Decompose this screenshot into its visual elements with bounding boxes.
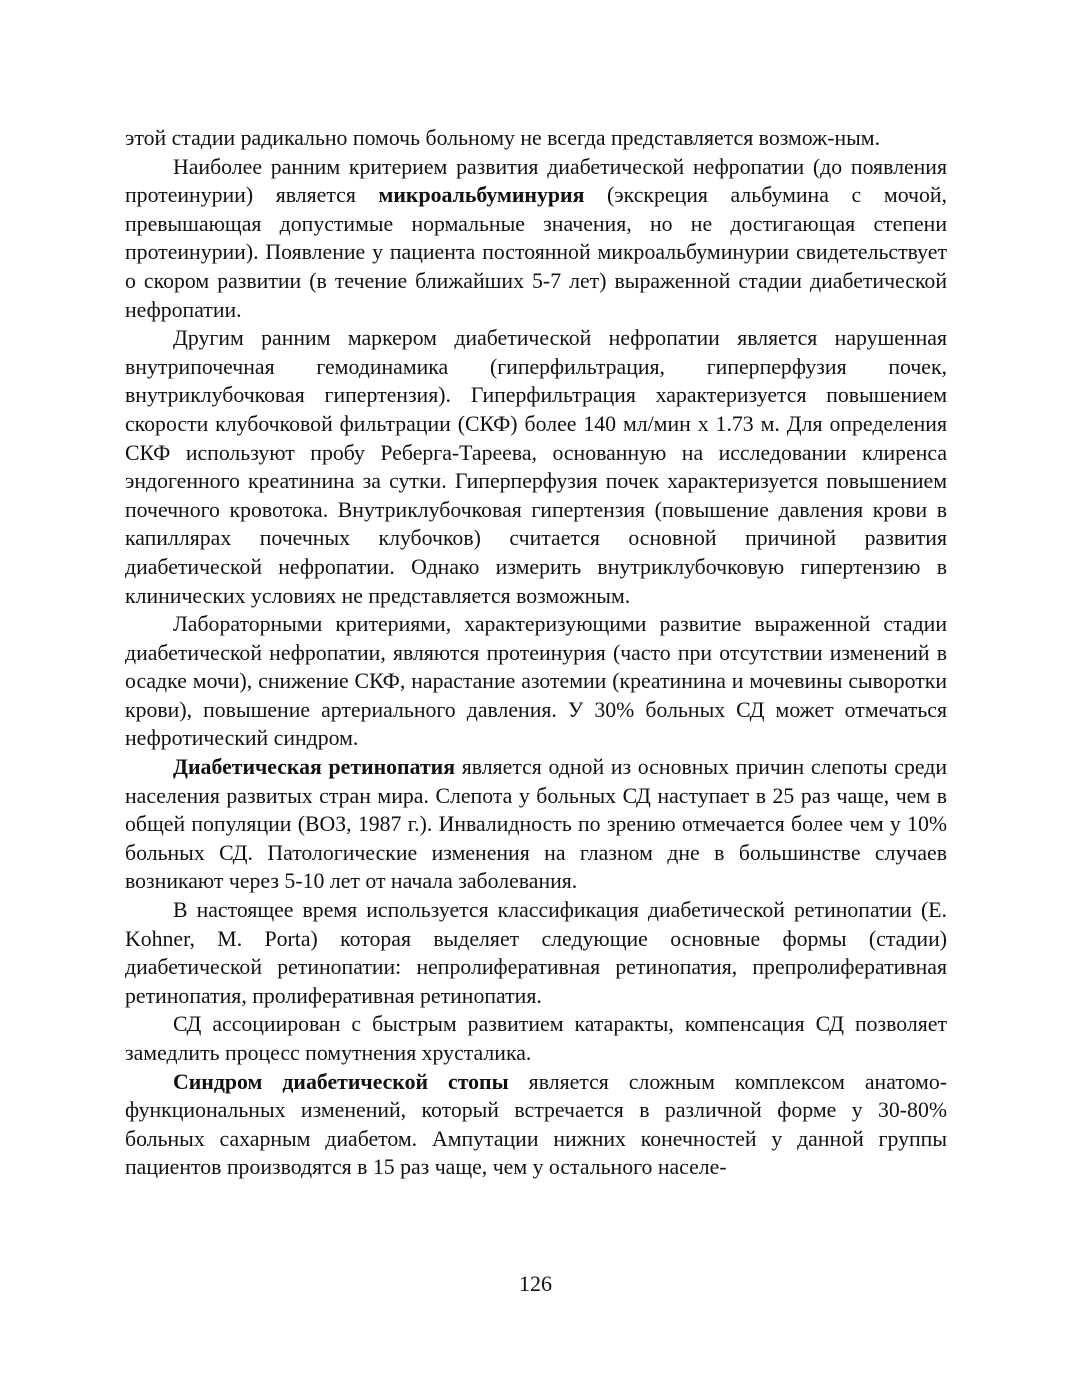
body-text bbox=[125, 124, 947, 1182]
page-number: 126 bbox=[519, 1271, 552, 1296]
text-run: Лабораторными критериями, характеризующими развитие выраженной стадии диабетической нефропатии, являются протеинурия (часто при отсутствии изменений в осадке мочи), снижение СКФ, нарастание азотемии (креатинина и мочевины сыворотки крови), повышение артериального давления. У 30% больных СД может отмечаться нефротический синдром. bbox=[125, 612, 947, 751]
text-run: Наиболее ранним критерием развития диабетической нефропатии (до появления протеинурии) является bbox=[125, 154, 947, 208]
term-diabetic-retinopathy: Диабетическая ретинопатия bbox=[173, 755, 456, 780]
text-run: является одной из основных причин слепоты среди населения развитых стран мира. Слепота у больных СД наступает в 25 раз чаще, чем в общей популяции (ВОЗ, 1987 г.). Инвалидность по зрению отмечается более чем у 10% больных СД. Патологические изменения на глазном дне в большинстве случаев возникают через 5-10 лет от начала заболевания. bbox=[125, 755, 947, 894]
text-run: этой стадии радикально помочь больному не всегда представляется возмож-ным. bbox=[125, 126, 881, 150]
text-run: В настоящее время используется классификация диабетической ретинопатии (E. Kohner, M. Porta) которая выделяет следующие основные формы (стадии) диабетической ретинопатии: непролиферативная ретинопатия, препролиферативная ретинопатия, пролиферативная ретинопатия. bbox=[125, 898, 947, 1008]
paragraph-microalbuminuria bbox=[125, 153, 947, 325]
paragraph-cataract bbox=[125, 1010, 947, 1067]
text-run: Другим ранним маркером диабетической нефропатии является нарушенная внутрипочечная гемодинамика (гиперфильтрация, гиперперфузия почек, внутриклубочковая гипертензия). Гиперфильтрация характеризуется повышением скорости клубочковой фильтрации (СКФ) более 140 мл/мин х 1.73 м. Для определения СКФ используют пробу Реберга-Тареева, основанную на исследовании клиренса эндогенного креатинина за сутки. Гиперперфузия почек характеризуется повышением почечного кровотока. Внутриклубочковая гипертензия (повышение давления крови в капиллярах почечных клубочков) считается основной причиной развития диабетической нефропатии. Однако измерить внутриклубочковую гипертензию в клинических условиях не представляется возможным. bbox=[125, 326, 947, 608]
paragraph-diabetic-foot bbox=[125, 1068, 947, 1182]
paragraph-retinopathy bbox=[125, 753, 947, 896]
paragraph-0 bbox=[125, 124, 947, 153]
term-diabetic-foot-syndrome: Синдром диабетической стопы bbox=[173, 1069, 509, 1094]
text-run: СД ассоциирован с быстрым развитием катаракты, компенсация СД позволяет замедлить процесс помутнения хрусталика. bbox=[125, 1012, 947, 1065]
term-microalbuminuria: микроальбуминурия bbox=[378, 183, 585, 208]
paragraph-classification bbox=[125, 896, 947, 1010]
text-run: является сложным комплексом анатомо-функциональных изменений, который встречается в различной форме у 30-80% больных сахарным диабетом. Ампутации нижних конечностей у данной группы пациентов производятся в 15 раз чаще, чем у остального населе- bbox=[125, 1069, 948, 1180]
paragraph-lab-criteria bbox=[125, 610, 947, 753]
text-run: (экскреция альбумина с мочой, превышающая допустимые нормальные значения, но не достигающая степени протеинурии). Появление у пациента постоянной микроальбуминурии свидетельствует о скором развитии (в течение ближайших 5-7 лет) выраженной стадии диабетической нефропатии. bbox=[125, 183, 947, 322]
paragraph-hemodynamics bbox=[125, 324, 947, 610]
